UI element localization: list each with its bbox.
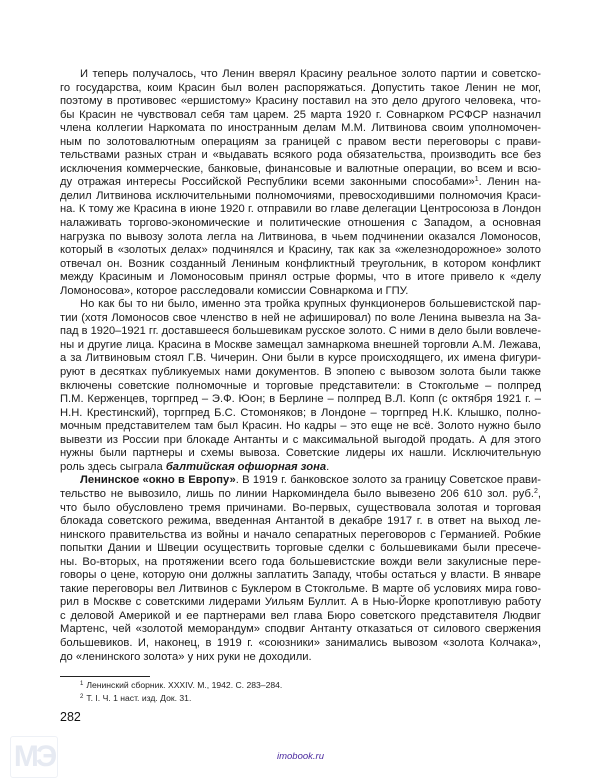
- text-line: [60, 556, 541, 570]
- text-line: [60, 596, 541, 610]
- text-line: [60, 258, 541, 272]
- text-segment: мочным представителем там был Красин. Но кадры – это еще не всё. Золото нужно было: [60, 420, 541, 433]
- emphasized-text: балтийская офшорная зона: [165, 460, 327, 473]
- text-line: [60, 122, 541, 136]
- text-segment: нужны были партнеры и схемы вывоза. Советские лидеры их нашли. Исключительную: [60, 447, 541, 460]
- text-segment: . В 1919 г. банковское золото за границу Советское прави-: [235, 474, 541, 487]
- text-segment: Н.Н. Крестинский), торгпред Б.С. Стомоняков; в Лондоне – торгпред Н.К. Клышко, полно-: [60, 406, 541, 419]
- text-segment: говоры о цене, которую они должны заплатить Западу, чтобы остаться у власти. В январе: [60, 569, 541, 582]
- text-line: [60, 420, 541, 434]
- text-segment: Ломоносова», которое расследовали комиссии Совнаркома и ГПУ.: [60, 284, 409, 297]
- text-segment: Но как бы то ни было, именно эта тройка крупных функционеров большевистской пар-: [80, 298, 541, 311]
- text-line: [60, 231, 541, 245]
- text-segment: вывезти из России при блокаде Антанты и с максимальной выгодой продать. А для этого: [60, 433, 541, 446]
- text-segment: до «ленинского золота» у них руки не доходили.: [60, 650, 312, 663]
- text-segment: руют в десятках публикуемых нами документов. В эпопею с вывозом золота были также: [60, 366, 541, 379]
- text-segment: отвечал он. Возник созданный Лениным конфликтный треугольник, в котором конфликт: [60, 257, 541, 270]
- text-segment: члена коллегии Наркомата по иностранным делам М.М. Литвинова своим уполномочен-: [60, 122, 541, 135]
- text-segment: роль здесь сыграла: [60, 460, 166, 473]
- text-segment: тельствами разных стран и «выдавать всякого рода обязательства, производить все без: [60, 149, 541, 162]
- footnote-reference: 2: [533, 487, 538, 495]
- text-segment: блокада советского режима, введенная Антантой в декабре 1917 г. в ответ на выход ле-: [60, 515, 541, 528]
- text-segment: рил в Москве с советскими лидерами Уильям Буллит. А в Нью-Йорке кропотливую работу: [60, 596, 541, 609]
- text-line: [60, 136, 541, 150]
- text-line: [60, 285, 541, 299]
- text-line: [60, 461, 541, 475]
- text-segment: исключения коммерческие, банковые, финансовые и валютные операции, во всем и всю-: [60, 162, 541, 175]
- text-segment: поэтому в противовес «ершистому» Красину поставил на это дело другого человека, что-: [60, 95, 541, 108]
- text-segment: который в «золотых делах» подчинялся и Красину, так как за «железнодорожное» золото: [60, 244, 541, 257]
- text-line: [60, 352, 541, 366]
- footnote-reference: 1: [474, 176, 479, 184]
- body-text: [60, 68, 541, 664]
- text-line: [60, 529, 541, 543]
- text-segment: П.М. Керженцев, торгпред – Э.Ф. Юон; в Берлине – полпред В.Л. Копп (с октября 1921 г. –: [60, 393, 541, 406]
- text-line: [60, 109, 541, 123]
- text-segment: тии (хотя Ломоносов свое членство в ней не афишировал) по воле Ленина вывезла на За-: [60, 311, 541, 324]
- text-line: [60, 298, 541, 312]
- text-segment: ду отражая интересы Российской Республики всеми законными способами»: [60, 176, 475, 189]
- text-segment: большевиков. И, наконец, в 1919 г. «союзники» занимались вывозом «золота Колчака»,: [60, 636, 541, 649]
- footnote-marker: 1: [80, 681, 84, 687]
- text-segment: ны и другие лица. Красина в Москве замещал замнаркома внешней торговли А.М. Лежава,: [60, 338, 541, 351]
- text-segment: включены советские полномочные и торговые представители: в Стокгольме – полпред: [60, 379, 541, 392]
- text-line: [60, 407, 541, 421]
- text-segment: налаживать торгово-экономические и политические отношения с Западом, а основная: [60, 217, 541, 230]
- text-line: [60, 95, 541, 109]
- text-segment: го государства, коим Красин был волен распоряжаться. Допустить такое Ленин не мог,: [60, 81, 541, 94]
- text-line: [60, 610, 541, 624]
- emphasized-text: Ленинское «окно в Европу»: [80, 474, 236, 487]
- footnote-marker: 2: [80, 694, 84, 700]
- text-segment: а за Литвиновым стоял Г.В. Чичерин. Они были в курсе происходящего, их имена фигури-: [60, 352, 541, 365]
- text-segment: пад в 1920–1921 гг. доставшееся большевикам русское золото. С ними в дело были вовлече-: [60, 325, 541, 338]
- text-segment: тельство не вывозило, лишь по линии Наркоминдела было вывезено 206 610 зол. руб.: [60, 487, 534, 500]
- text-line: [60, 623, 541, 637]
- text-line: [60, 325, 541, 339]
- site-link[interactable]: imobook.ru: [277, 751, 324, 762]
- text-line: [60, 488, 541, 502]
- text-segment: .: [326, 460, 330, 473]
- text-line: [60, 380, 541, 394]
- text-line: [60, 163, 541, 177]
- text-segment: Мартенс, чей «золотой меморандум» сподвиг Антанту отказаться от силового свержения: [60, 623, 541, 636]
- text-segment: ны. Во-вторых, на протяжении всего года большевистские вожди вели закулисные пере-: [60, 555, 541, 568]
- text-line: [60, 434, 541, 448]
- text-segment: нинского правительства из войны и начало сепаратных переговоров с Германией. Робкие: [60, 528, 541, 541]
- text-line: [60, 244, 541, 258]
- text-line: [60, 190, 541, 204]
- text-line: [60, 474, 541, 488]
- text-line: [60, 569, 541, 583]
- text-line: [60, 203, 541, 217]
- text-line: [60, 176, 541, 190]
- text-line: [60, 515, 541, 529]
- footnote-text: Т. I. Ч. 1 наст. изд. Док. 31.: [86, 693, 192, 703]
- text-segment: между Красиным и Ломоносовым принял острые формы, что в итоге привело к «делу: [60, 271, 541, 284]
- text-segment: на. К тому же Красина в июне 1920 г. отправили во главе делегации Центросоюза в Лондон: [60, 203, 541, 216]
- footnote-1: [80, 679, 282, 691]
- text-segment: попытки Дании и Швеции осуществить торговые сделки с большевиками были пресече-: [60, 542, 541, 555]
- text-segment: . Ленин на-: [478, 176, 542, 189]
- text-line: [60, 393, 541, 407]
- text-segment: ным по золотовалютным операциям за границей с правом вести переговоры с прави-: [60, 135, 541, 148]
- text-line: [60, 271, 541, 285]
- text-line: [60, 637, 541, 651]
- text-line: [60, 68, 541, 82]
- text-segment: с деловой Америкой и ее партнерами вел глава Бюро советского представителя Людвиг: [60, 609, 541, 622]
- text-segment: И теперь получалось, что Ленин вверял Красину реальное золото партии и советско-: [80, 68, 541, 80]
- footnote-text: Ленинский сборник. XXXIV. М., 1942. С. 283–284.: [86, 680, 283, 690]
- text-line: [60, 542, 541, 556]
- text-segment: делил Литвинова исключительными полномочиями, превосходившими полномочия Краси-: [60, 189, 541, 202]
- watermark-logo: МЭ: [10, 736, 58, 778]
- footnote-2: [80, 692, 191, 704]
- text-line: [60, 447, 541, 461]
- text-segment: бы Красин не чувствовал себя там царем. 25 марта 1920 г. Совнарком РСФСР назначил: [60, 108, 541, 121]
- text-line: [60, 82, 541, 96]
- text-segment: такие переговоры вел Литвинов с Буклером в Стокгольме. В марте об условиях мира гово-: [60, 582, 541, 595]
- page-number: 282: [60, 710, 81, 724]
- footnote-divider: [60, 676, 150, 677]
- text-line: [60, 502, 541, 516]
- text-line: [60, 339, 541, 353]
- text-line: [60, 583, 541, 597]
- text-segment: ,: [537, 487, 541, 500]
- text-segment: нагрузка по вывозу золота легла на Литвинова, в чьем подчинении оказался Ломоносов,: [60, 230, 541, 243]
- text-line: [60, 366, 541, 380]
- text-line: [60, 312, 541, 326]
- text-line: [60, 149, 541, 163]
- text-line: [60, 651, 541, 665]
- text-segment: что было обусловлено тремя причинами. Во-первых, существовала золотая и торговая: [60, 501, 541, 514]
- text-line: [60, 217, 541, 231]
